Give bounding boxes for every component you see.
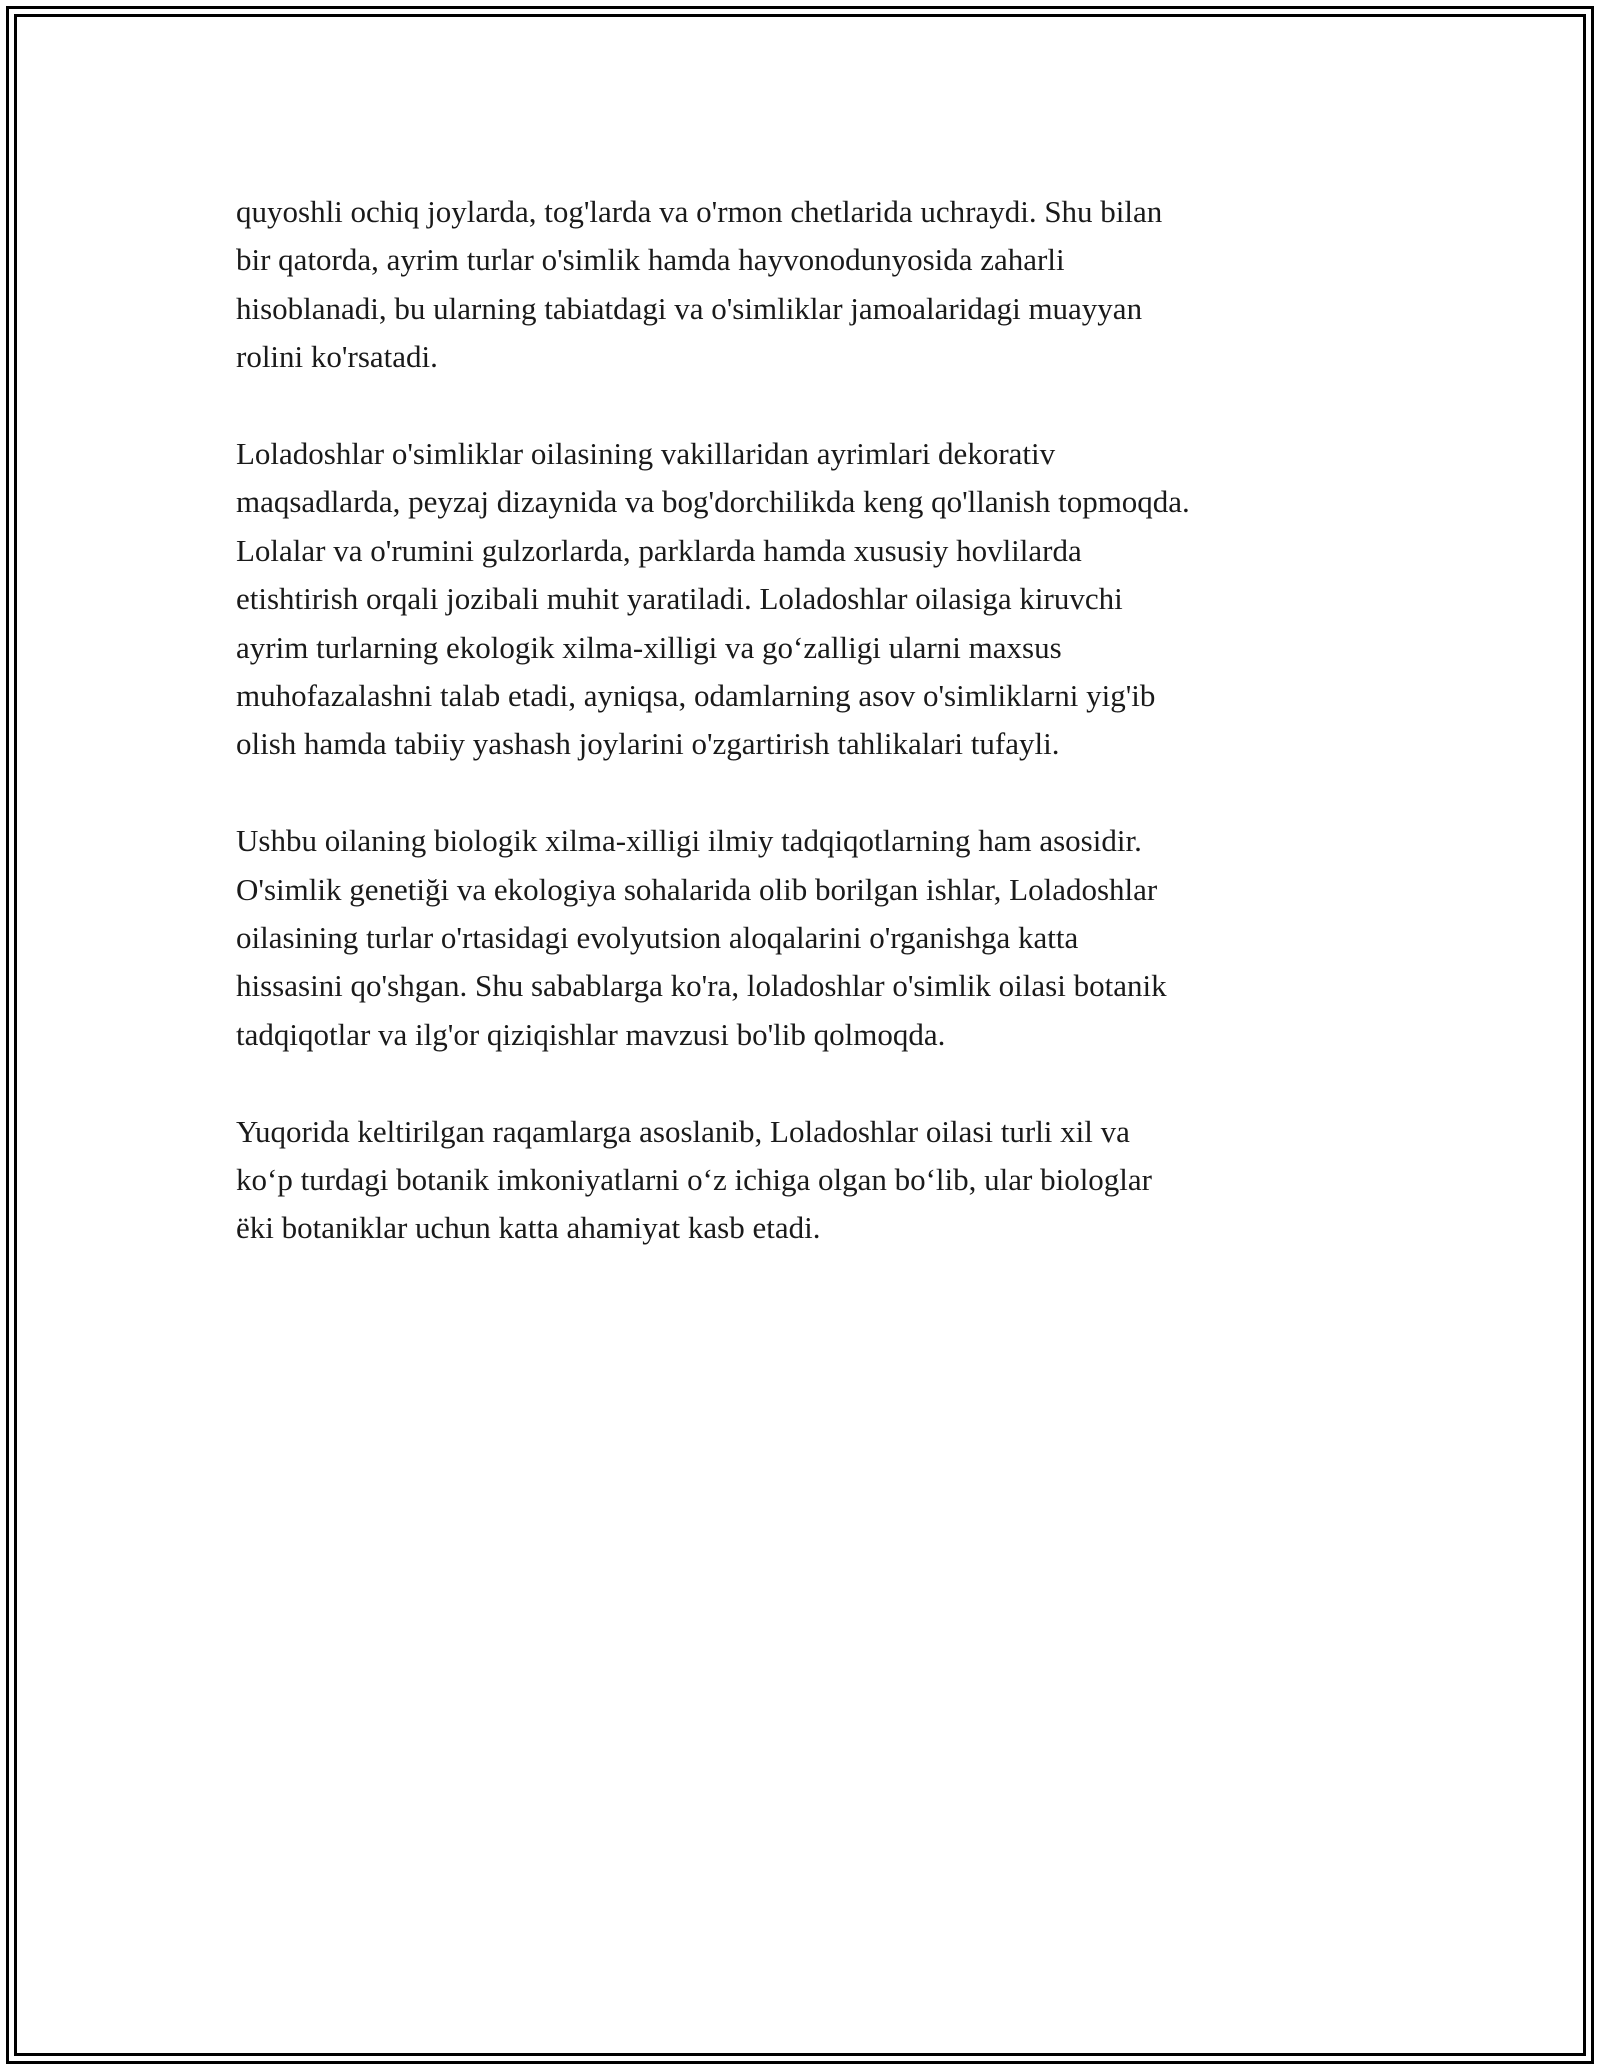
- text-line: ëki botaniklar uchun katta ahamiyat kasb etadi.: [236, 1210, 821, 1246]
- text-line: hisoblanadi, bu ularning tabiatdagi va o'simliklar jamoalaridagi muayyan: [236, 290, 1143, 326]
- text-line: ayrim turlarning ekologik xilma-xilligi va go‘zalligi ularni maxsus: [236, 629, 1062, 665]
- paragraph-3: [236, 817, 1376, 1059]
- text-line: maqsadlarda, peyzaj dizaynida va bog'dorchilikda keng qo'llanish topmoqda.: [236, 484, 1190, 520]
- text-line: Ushbu oilaning biologik xilma-xilligi ilmiy tadqiqotlarning ham asosidir.: [236, 823, 1142, 859]
- text-line: ko‘p turdagi botanik imkoniyatlarni o‘z ichiga olgan bo‘lib, ular biologlar: [236, 1162, 1152, 1198]
- paragraph-1: [236, 188, 1376, 382]
- text-line: Yuqorida keltirilgan raqamlarga asoslanib, Loladoshlar oilasi turli xil va: [236, 1113, 1130, 1149]
- paragraph-2: [236, 430, 1376, 769]
- text-line: tadqiqotlar va ilg'or qiziqishlar mavzusi bo'lib qolmoqda.: [236, 1016, 946, 1052]
- text-line: etishtirish orqali jozibali muhit yaratiladi. Loladoshlar oilasiga kiruvchi: [236, 581, 1123, 617]
- text-line: Lolalar va o'rumini gulzorlarda, parklarda hamda xususiy hovlilarda: [236, 532, 1082, 568]
- text-line: olish hamda tabiiy yashash joylarini o'zgartirish tahlikalari tufayli.: [236, 726, 1060, 762]
- paragraph-4: [236, 1108, 1376, 1253]
- text-line: hissasini qo'shgan. Shu sabablarga ko'ra, loladoshlar o'simlik oilasi botanik: [236, 968, 1167, 1004]
- text-line: bir qatorda, ayrim turlar o'simlik hamda hayvonodunyosida zaharli: [236, 242, 1065, 278]
- text-line: rolini ko'rsatadi.: [236, 339, 438, 375]
- text-line: oilasining turlar o'rtasidagi evolyutsion aloqalarini o'rganishga katta: [236, 920, 1079, 956]
- text-line: Loladoshlar o'simliklar oilasining vakillaridan ayrimlari dekorativ: [236, 436, 1056, 472]
- text-line: muhofazalashni talab etadi, ayniqsa, odamlarning asov o'simliklarni yig'ib: [236, 678, 1156, 714]
- text-line: quyoshli ochiq joylarda, tog'larda va o'rmon chetlarida uchraydi. Shu bilan: [236, 194, 1163, 229]
- text-line: O'simlik genetiği va ekologiya sohalarida olib borilgan ishlar, Loladoshlar: [236, 871, 1158, 907]
- document-body: [236, 188, 1376, 1301]
